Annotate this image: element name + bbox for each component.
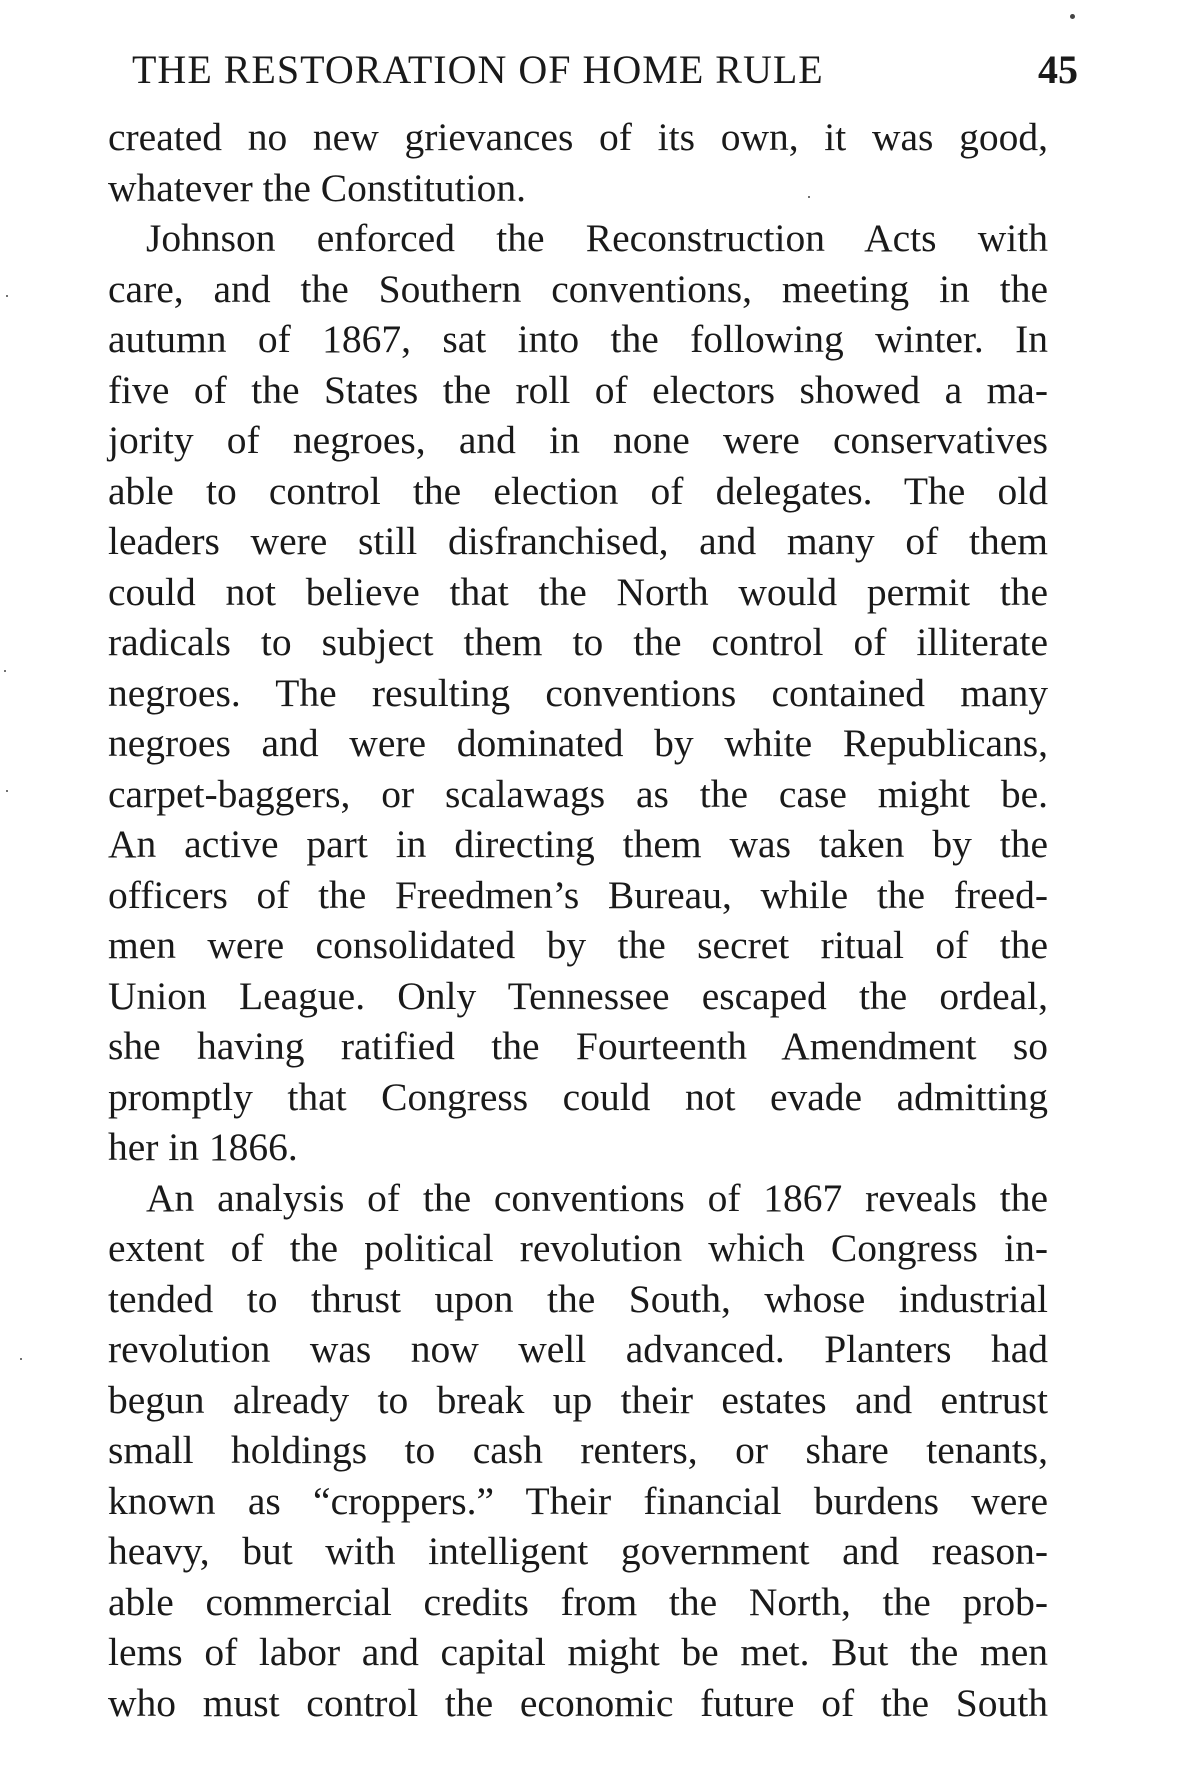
scan-speck xyxy=(1070,14,1075,19)
text-line: able commercial credits from the North, the prob- xyxy=(108,1579,1048,1624)
text-line: carpet-baggers, or scalawags as the case might be. xyxy=(108,771,1048,816)
text-line: she having ratified the Fourteenth Amendment so xyxy=(108,1024,1048,1068)
text-line: autumn of 1867, sat into the following winter. In xyxy=(108,317,1048,361)
text-line: care, and the Southern conventions, meeting in the xyxy=(108,266,1048,311)
text-line: who must control the economic future of the South xyxy=(108,1680,1048,1725)
text-line: extent of the political revolution which Congress in- xyxy=(108,1226,1048,1270)
page-header xyxy=(120,40,1078,100)
text-line: five of the States the roll of electors showed a ma- xyxy=(108,367,1048,412)
text-line: An analysis of the conventions of 1867 reveals the xyxy=(146,1175,1048,1220)
text-line: small holdings to cash renters, or share tenants, xyxy=(108,1428,1048,1472)
text-line: revolution was now well advanced. Planters had xyxy=(108,1327,1048,1371)
text-line: her in 1866. xyxy=(108,1125,298,1169)
text-line: tended to thrust upon the South, whose industrial xyxy=(108,1276,1048,1321)
text-line: leaders were still disfranchised, and many of them xyxy=(108,519,1048,563)
text-line: officers of the Freedmen’s Bureau, while the freed- xyxy=(108,872,1048,917)
text-line: begun already to break up their estates and entrust xyxy=(108,1377,1048,1422)
text-line: men were consolidated by the secret ritual of the xyxy=(108,923,1048,967)
text-line: known as “croppers.” Their financial burdens were xyxy=(108,1478,1048,1523)
text-line: created no new grievances of its own, it was good, xyxy=(108,115,1048,159)
text-line: Johnson enforced the Reconstruction Acts with xyxy=(146,216,1048,260)
running-head: THE RESTORATION OF HOME RULE xyxy=(132,47,824,92)
scan-speck xyxy=(4,670,6,672)
text-line: Union League. Only Tennessee escaped the ordeal, xyxy=(108,973,1048,1018)
text-line: promptly that Congress could not evade admitting xyxy=(108,1074,1048,1119)
text-line: negroes and were dominated by white Republicans, xyxy=(108,721,1048,765)
text-line: lems of labor and capital might be met. But the men xyxy=(108,1630,1048,1674)
text-line: jority of negroes, and in none were conservatives xyxy=(108,418,1048,462)
text-line: radicals to subject them to the control of illiterate xyxy=(108,620,1048,664)
scan-speck xyxy=(6,790,8,792)
text-line: heavy, but with intelligent government and reason- xyxy=(108,1529,1048,1573)
text-line: An active part in directing them was taken by the xyxy=(108,822,1048,866)
text-line: negroes. The resulting conventions contained many xyxy=(108,670,1048,715)
scan-speck xyxy=(6,295,8,297)
text-line: could not believe that the North would permit the xyxy=(108,569,1048,614)
page-number: 45 xyxy=(1038,47,1078,92)
text-line: able to control the election of delegates. The old xyxy=(108,468,1048,513)
text-line: whatever the Constitution. xyxy=(108,165,526,210)
scan-speck xyxy=(808,196,810,198)
body-text xyxy=(108,112,1048,1728)
scan-speck xyxy=(20,1358,22,1360)
